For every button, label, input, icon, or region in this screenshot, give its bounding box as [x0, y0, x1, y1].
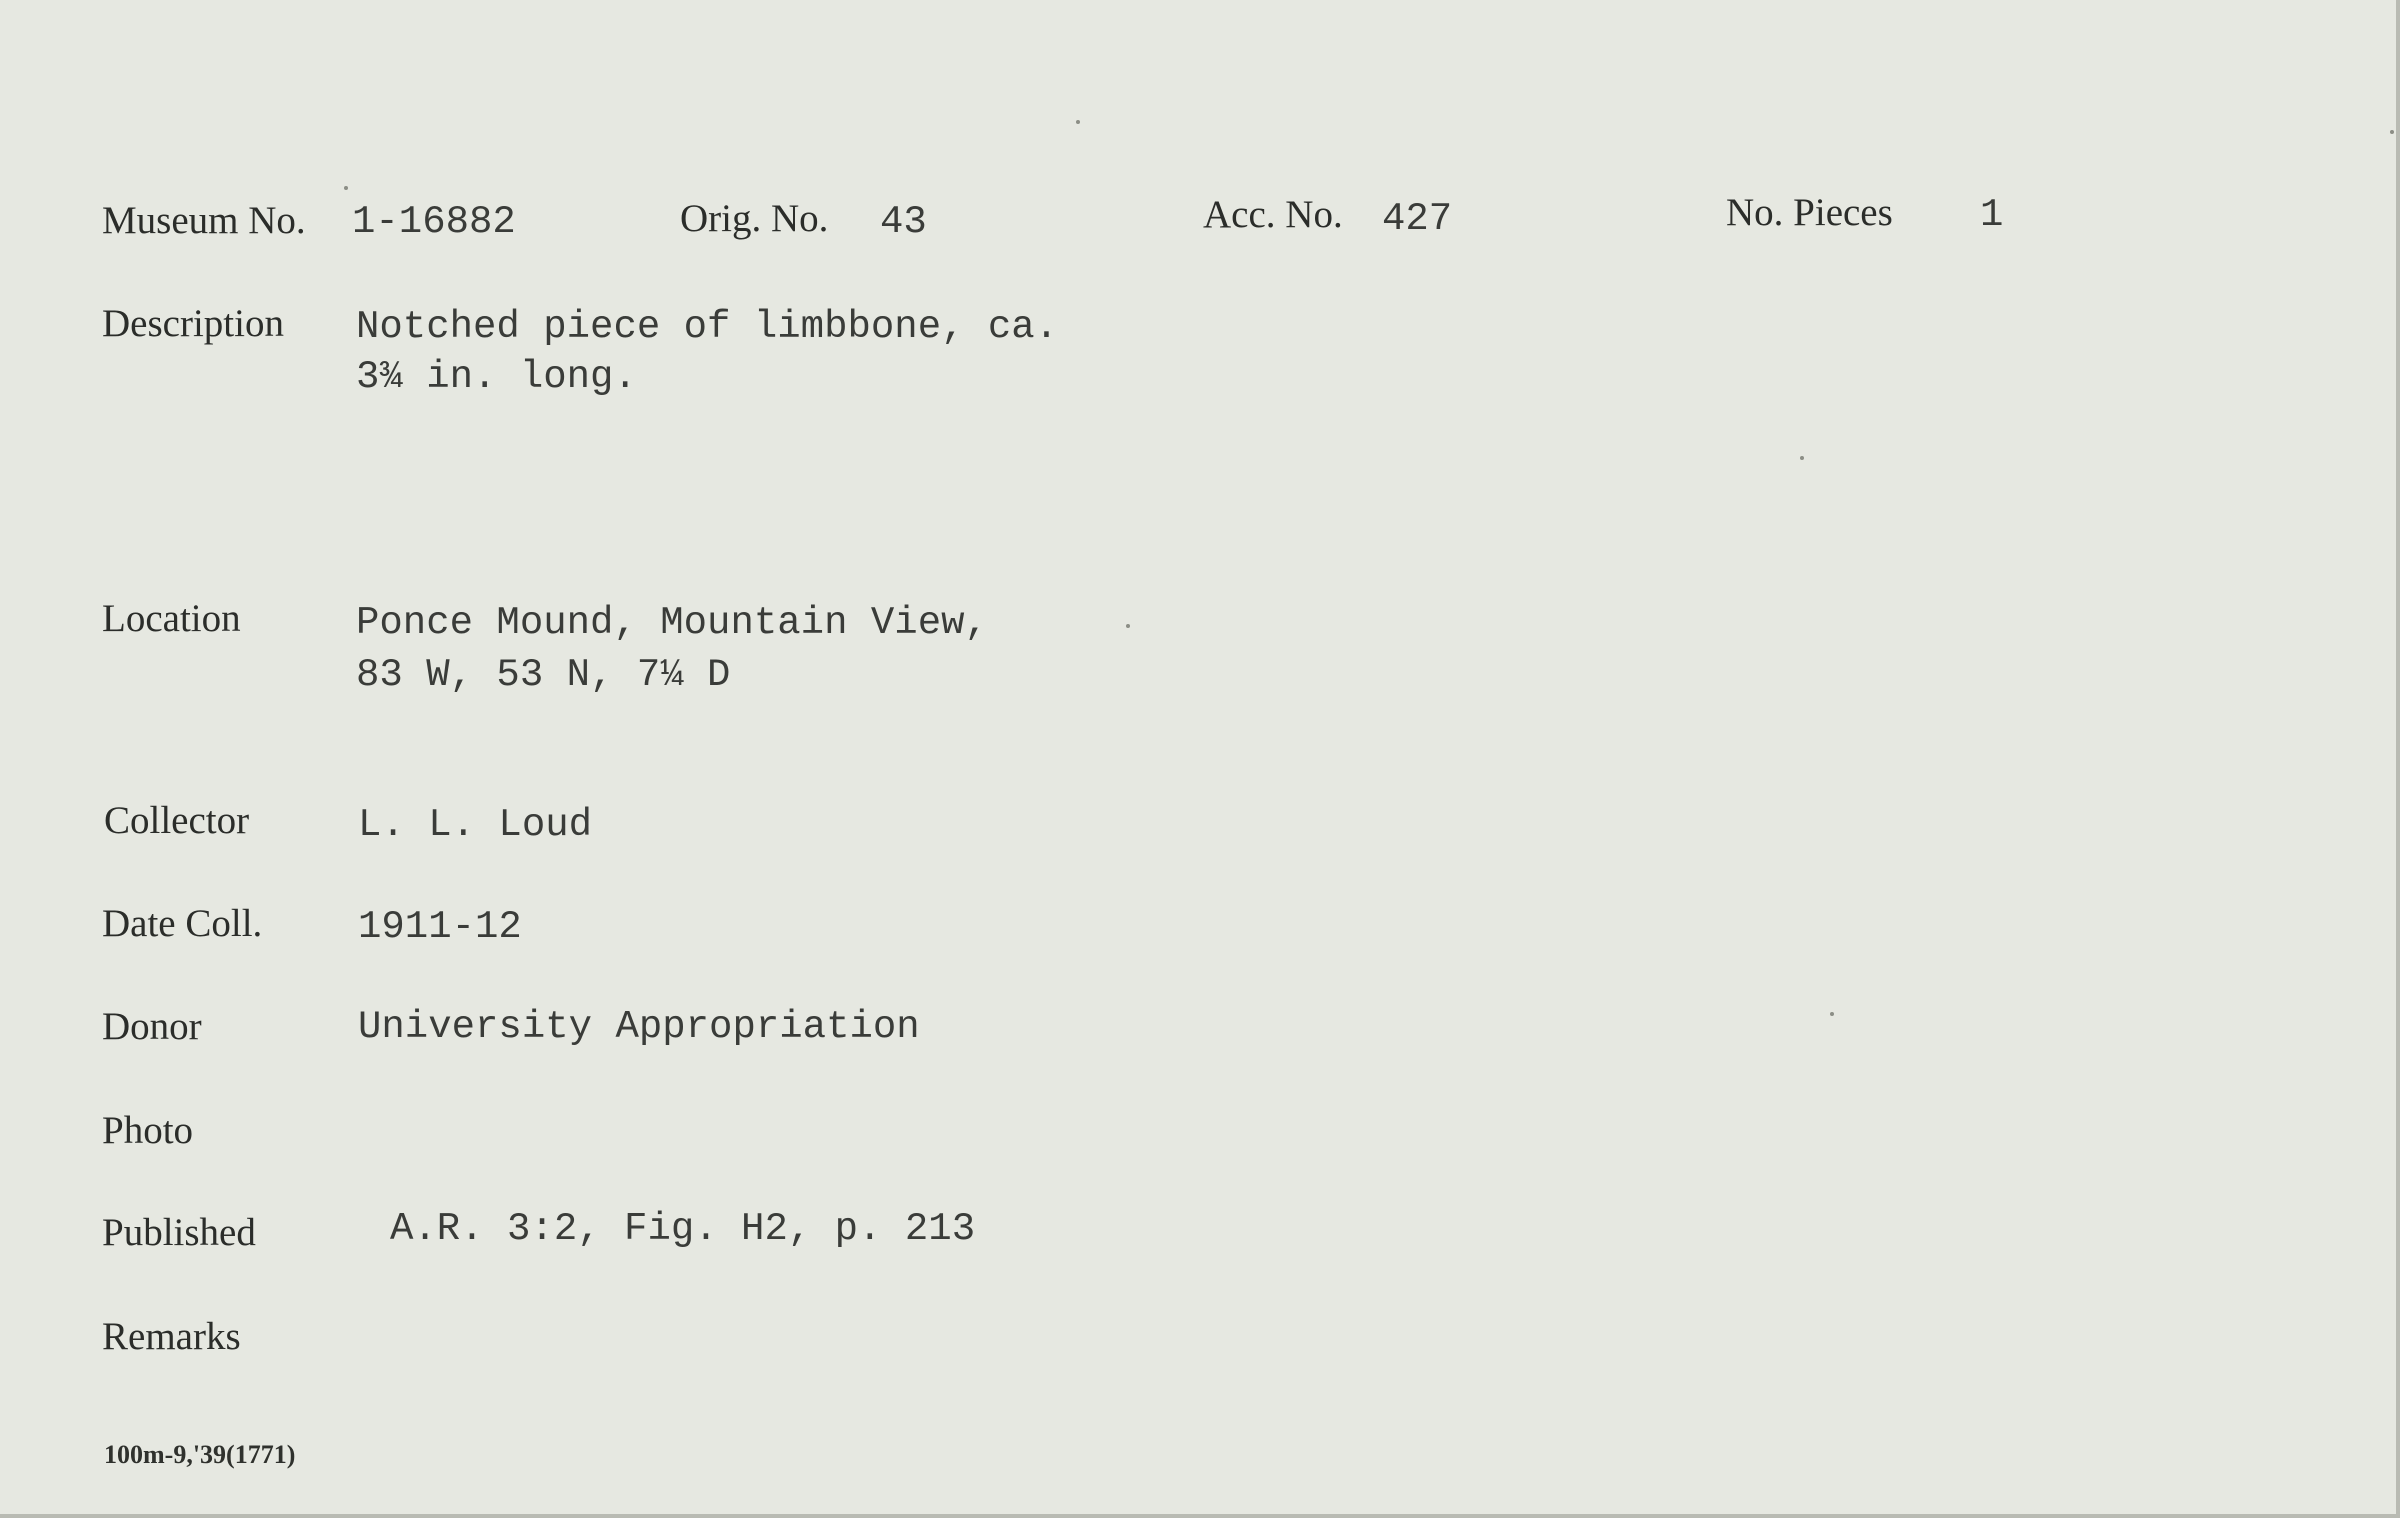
- paper-speck: [1830, 1012, 1834, 1016]
- acc-no-label: Acc. No.: [1203, 193, 1343, 236]
- museum-no-value: 1-16882: [352, 200, 516, 244]
- orig-no-value: 43: [880, 200, 927, 244]
- remarks-label: Remarks: [102, 1315, 241, 1358]
- paper-speck: [344, 186, 348, 190]
- location-line-1: Ponce Mound, Mountain View,: [356, 601, 988, 645]
- description-line-1: Notched piece of limbbone, ca.: [356, 305, 1059, 349]
- published-label: Published: [102, 1211, 256, 1254]
- donor-value: University Appropriation: [358, 1005, 920, 1049]
- paper-speck: [2390, 130, 2394, 134]
- paper-speck: [1800, 456, 1804, 460]
- location-line-2: 83 W, 53 N, 7¼ D: [356, 653, 731, 697]
- no-pieces-value: 1: [1980, 193, 2004, 237]
- collector-value: L. L. Loud: [358, 803, 593, 847]
- no-pieces-label: No. Pieces: [1726, 191, 1893, 234]
- published-value: A.R. 3:2, Fig. H2, p. 213: [390, 1207, 976, 1251]
- paper-speck: [1076, 120, 1080, 124]
- description-line-2: 3¾ in. long.: [356, 355, 637, 399]
- form-code: 100m-9,'39(1771): [104, 1440, 296, 1469]
- acc-no-value: 427: [1382, 197, 1453, 241]
- collector-label: Collector: [104, 799, 250, 842]
- orig-no-label: Orig. No.: [680, 197, 829, 240]
- donor-label: Donor: [102, 1005, 202, 1048]
- photo-label: Photo: [102, 1109, 194, 1152]
- date-coll-value: 1911-12: [358, 905, 522, 949]
- date-coll-label: Date Coll.: [102, 902, 263, 945]
- museum-no-label: Museum No.: [102, 199, 306, 242]
- paper-speck: [1126, 624, 1130, 628]
- location-label: Location: [102, 597, 241, 640]
- description-label: Description: [102, 302, 284, 345]
